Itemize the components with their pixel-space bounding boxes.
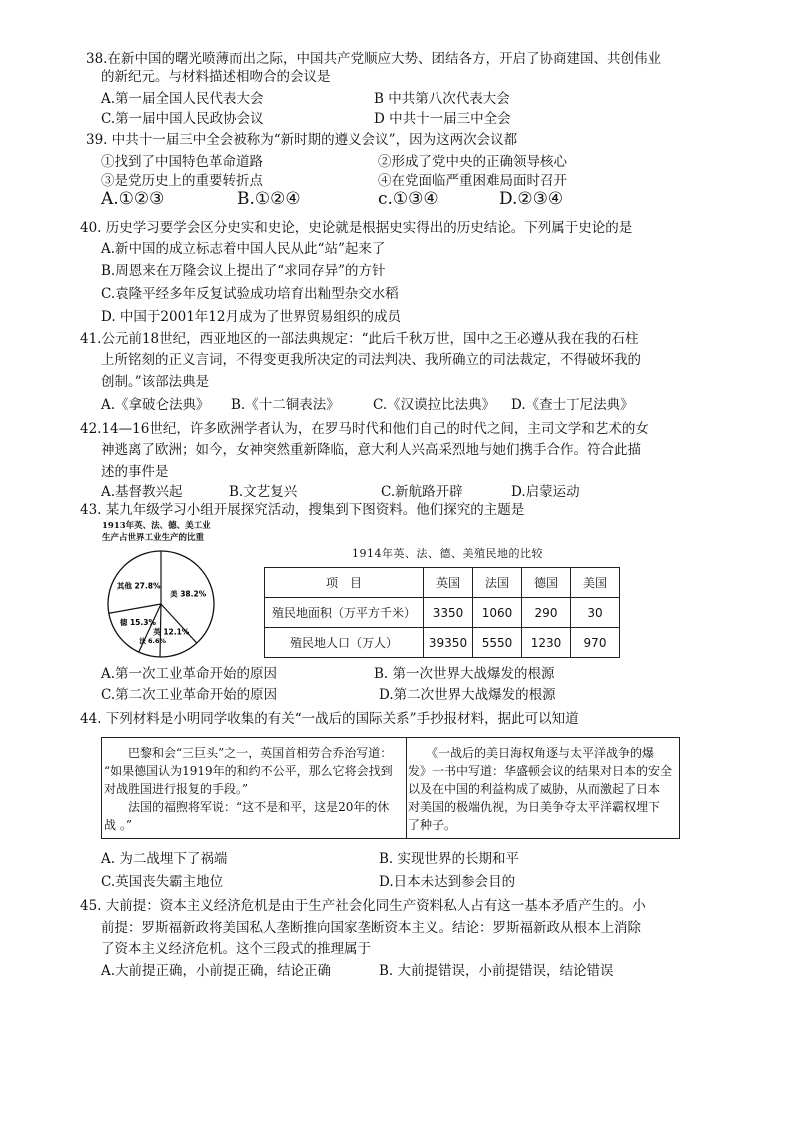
industrial-share-pie-chart	[100, 546, 250, 662]
q43-option-c: C.第二次工业革命开始的原因	[101, 687, 278, 703]
table-cell: 殖民地面积（万平方千米）	[265, 598, 424, 628]
pie-slice-label: 法 6.6%	[139, 637, 167, 646]
table-header-row	[265, 568, 620, 598]
table-cell: 3350	[424, 598, 473, 628]
q38-option-a: A.第一届全国人民代表大会	[101, 91, 264, 107]
q40-option-d: D. 中国于2001年12月成为了世界贸易组织的成员	[101, 309, 401, 325]
q41-stem-line3: 创制。”该部法典是	[101, 374, 210, 390]
table-cell: 290	[522, 598, 571, 628]
q41-option-d: D.《查士丁尼法典》	[511, 397, 634, 413]
table-cell: 30	[571, 598, 620, 628]
q42-stem-line1: 42.14—16世纪，许多欧洲学者认为，在罗马时代和他们自己的时代之间，主司文学和艺术的女	[80, 421, 649, 437]
q38-option-b: B 中共第八次代表大会	[374, 91, 510, 107]
q44-left-material-line4: 法国的福煦将军说：“这不是和平，这是20年的休	[104, 800, 390, 814]
q41-option-a: A.《拿破仑法典》	[101, 397, 210, 413]
q38-stem-line1: 38.在新中国的曙光喷薄而出之际，中国共产党顺应大势、团结各方，开启了协商建国、共创伟业	[86, 51, 661, 67]
q44-left-material-line1: 巴黎和会“三巨头”之一，英国首相劳合乔治写道：	[104, 746, 393, 760]
q45-stem-line1: 45. 大前提：资本主义经济危机是由于生产社会化同生产资料私人占有这一基本矛盾产生的。小	[80, 898, 646, 914]
q41-stem-line2: 上所铭刻的正义言词，不得变更我所决定的司法判决、我所确立的司法裁定，不得破坏我的	[101, 352, 641, 368]
colony-table-title: 1914年英、法、德、美殖民地的比较	[352, 547, 543, 560]
q39-option-c: c.①③④	[378, 189, 439, 209]
pie-slice-label: 其他 27.8%	[116, 581, 161, 591]
q45-option-b: B. 大前提错误，小前提错误，结论错误	[379, 963, 614, 979]
q39-statement-2: ②形成了党中央的正确领导核心	[378, 154, 567, 170]
q44-right-material-line1: 《一战后的美日海权角逐与太平洋战争的爆	[408, 746, 655, 760]
q39-statement-4: ④在党面临严重困难局面时召开	[378, 173, 567, 189]
table-cell: 1060	[473, 598, 522, 628]
table-row	[265, 598, 620, 628]
q44-option-d: D.日本未达到参会目的	[379, 874, 516, 890]
pie-slice-label: 德 15.3%	[119, 617, 156, 627]
q44-option-c: C.英国丧失霸主地位	[101, 874, 224, 890]
q44-option-a: A. 为二战埋下了祸端	[101, 851, 228, 867]
q40-option-b: B.周恩来在万隆会议上提出了“求同存异”的方针	[101, 263, 386, 279]
q44-right-material-line4: 对美国的极端仇视，为日美争夺太平洋霸权埋下	[408, 800, 661, 814]
q42-option-c: C.新航路开辟	[381, 484, 463, 500]
q44-left-material-line3: 对战胜国进行报复的手段。”	[104, 782, 249, 796]
q44-right-material-line2: 发》一书中写道：华盛顿会议的结果对日本的安全	[408, 764, 673, 778]
table-header-cell: 德国	[522, 568, 571, 598]
table-header-cell: 英国	[424, 568, 473, 598]
q45-option-a: A.大前提正确，小前提正确，结论正确	[101, 963, 332, 979]
pie-slice-label: 美 38.2%	[170, 589, 207, 599]
q38-stem-line2: 的新纪元。与材料描述相吻合的会议是	[101, 69, 331, 85]
q43-stem: 43. 某九年级学习小组开展探究活动，搜集到下图资料。他们探究的主题是	[80, 502, 525, 518]
q42-stem-line3: 述的事件是	[101, 464, 169, 480]
q43-option-b: B. 第一次世界大战爆发的根源	[374, 666, 555, 682]
q41-option-b: B.《十二铜表法》	[231, 397, 340, 413]
q39-statement-1: ①找到了中国特色革命道路	[101, 154, 263, 170]
table-cell: 1230	[522, 628, 571, 658]
q44-left-material-line5: 战 。”	[104, 818, 132, 832]
table-header-cell: 美国	[571, 568, 620, 598]
q39-statement-3: ③是党历史上的重要转折点	[101, 173, 263, 189]
q39-option-d: D.②③④	[499, 189, 564, 209]
table-header-cell: 项 目	[265, 568, 424, 598]
q42-option-b: B.文艺复兴	[229, 484, 298, 500]
table-cell: 39350	[424, 628, 473, 658]
colony-comparison-table	[264, 567, 620, 658]
q42-option-a: A.基督教兴起	[101, 484, 183, 500]
table-cell: 殖民地人口（万人）	[265, 628, 424, 658]
pie-chart-title-line1: 1913年英、法、德、美工业	[102, 521, 211, 531]
q40-option-c: C.袁隆平经多年反复试验成功培育出籼型杂交水稻	[101, 286, 399, 302]
q41-option-c: C.《汉谟拉比法典》	[373, 397, 496, 413]
q40-option-a: A.新中国的成立标志着中国人民从此“站”起来了	[101, 241, 386, 257]
q43-option-d: D.第二次世界大战爆发的根源	[379, 687, 556, 703]
q44-stem: 44. 下列材料是小明同学收集的有关“一战后的国际关系”手抄报材料，据此可以知道	[80, 711, 579, 727]
q45-stem-line2: 前提：罗斯福新政将美国私人垄断推向国家垄断资本主义。结论：罗斯福新政从根本上消除	[101, 920, 641, 936]
pie-slice-label: 英 12.1%	[153, 627, 190, 637]
table-cell: 5550	[473, 628, 522, 658]
q40-stem: 40. 历史学习要学会区分史实和史论，史论就是根据史实得出的历史结论。下列属于史论的是	[80, 220, 633, 236]
table-cell: 970	[571, 628, 620, 658]
q43-option-a: A.第一次工业革命开始的原因	[101, 666, 278, 682]
q38-option-c: C.第一届中国人民政协会议	[101, 111, 264, 127]
q39-option-a: A.①②③	[101, 189, 165, 209]
q44-right-material-line3: 以及在中国的利益构成了威胁，从而激起了日本	[408, 782, 661, 796]
q42-stem-line2: 神逃离了欧洲；如今，女神突然重新降临，意大利人兴高采烈地与她们携手合作。符合此描	[101, 442, 641, 458]
q45-stem-line3: 了资本主义经济危机。这个三段式的推理属于	[101, 941, 371, 957]
q39-stem: 39. 中共十一届三中全会被称为“新时期的遵义会议”，因为这两次会议都	[86, 132, 518, 148]
q44-left-material-line2: “如果德国认为1919年的和约不公平，那么它将会找到	[104, 764, 393, 778]
pie-chart-title-line2: 生产占世界工业生产的比重	[102, 533, 205, 543]
q44-right-material-line5: 了种子。	[408, 818, 457, 832]
q42-option-d: D.启蒙运动	[511, 484, 580, 500]
q38-option-d: D 中共十一届三中全会	[374, 111, 511, 127]
q41-stem-line1: 41.公元前18世纪，西亚地区的一部法典规定：“此后千秋万世，国中之王必遵从我在我的石柱	[80, 331, 639, 347]
q44-option-b: B. 实现世界的长期和平	[379, 851, 520, 867]
q39-option-b: B.①②④	[237, 189, 301, 209]
table-header-cell: 法国	[473, 568, 522, 598]
table-row	[265, 628, 620, 658]
